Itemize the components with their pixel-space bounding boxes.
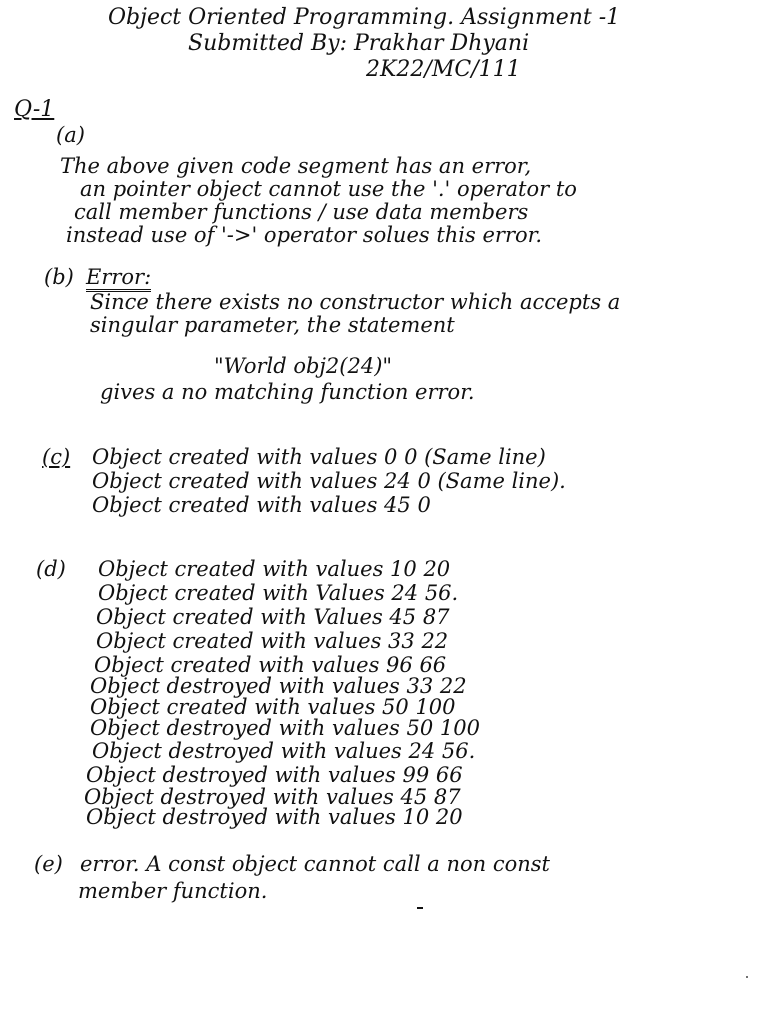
part-e-line: member function. [78,879,268,903]
page-title: Object Oriented Programming. Assignment -1 [108,5,621,30]
part-c-line: Object created with values 24 0 (Same line). [92,469,566,493]
question-label: Q-1 [14,97,55,122]
part-d-label: (d) [36,557,66,581]
part-d-line: Object created with values 50 100 [90,695,456,719]
part-d-line: Object destroyed with values 50 100 [90,716,480,740]
part-c-line: Object created with values 45 0 [92,493,431,517]
part-c-label: (c) [42,445,71,469]
part-a-label: (a) [56,123,85,147]
part-d-line: Object created with values 10 20 [98,557,451,581]
part-a-line: The above given code segment has an error, [60,154,532,178]
part-d-line: Object destroyed with values 33 22 [90,674,467,698]
part-d-line: Object created with Values 24 56. [98,581,459,605]
part-b-line: gives a no matching function error. [100,380,475,404]
part-d-line: Object created with values 96 66 [94,653,447,677]
pen-mark [417,907,423,909]
part-a-line: call member functions / use data members [74,200,529,224]
part-d-line: Object destroyed with values 45 87 [84,785,461,809]
roll-number: 2K22/MC/111 [366,57,521,82]
submitted-by: Submitted By: Prakhar Dhyani [188,31,530,56]
part-c-line: Object created with values 0 0 (Same line) [92,445,546,469]
part-a-line: instead use of '->' operator solues this error. [66,223,543,247]
part-b-label: (b) [44,265,74,289]
pen-dot [746,976,748,978]
part-e-label: (e) [34,852,63,876]
part-b-statement: "World obj2(24)" [214,354,393,378]
part-b-line: singular parameter, the statement [90,313,455,337]
part-e-line: error. A const object cannot call a non const [80,852,550,876]
part-d-line: Object created with values 33 22 [96,629,449,653]
part-d-line: Object destroyed with values 99 66 [86,763,463,787]
part-b-heading: Error: [86,266,151,292]
part-d-line: Object destroyed with values 24 56. [92,739,476,763]
part-d-line: Object destroyed with values 10 20 [86,805,463,829]
part-b-line: Since there exists no constructor which accepts a [90,290,621,314]
part-a-line: an pointer object cannot use the '.' operator to [80,177,577,201]
part-d-line: Object created with Values 45 87 [96,605,450,629]
